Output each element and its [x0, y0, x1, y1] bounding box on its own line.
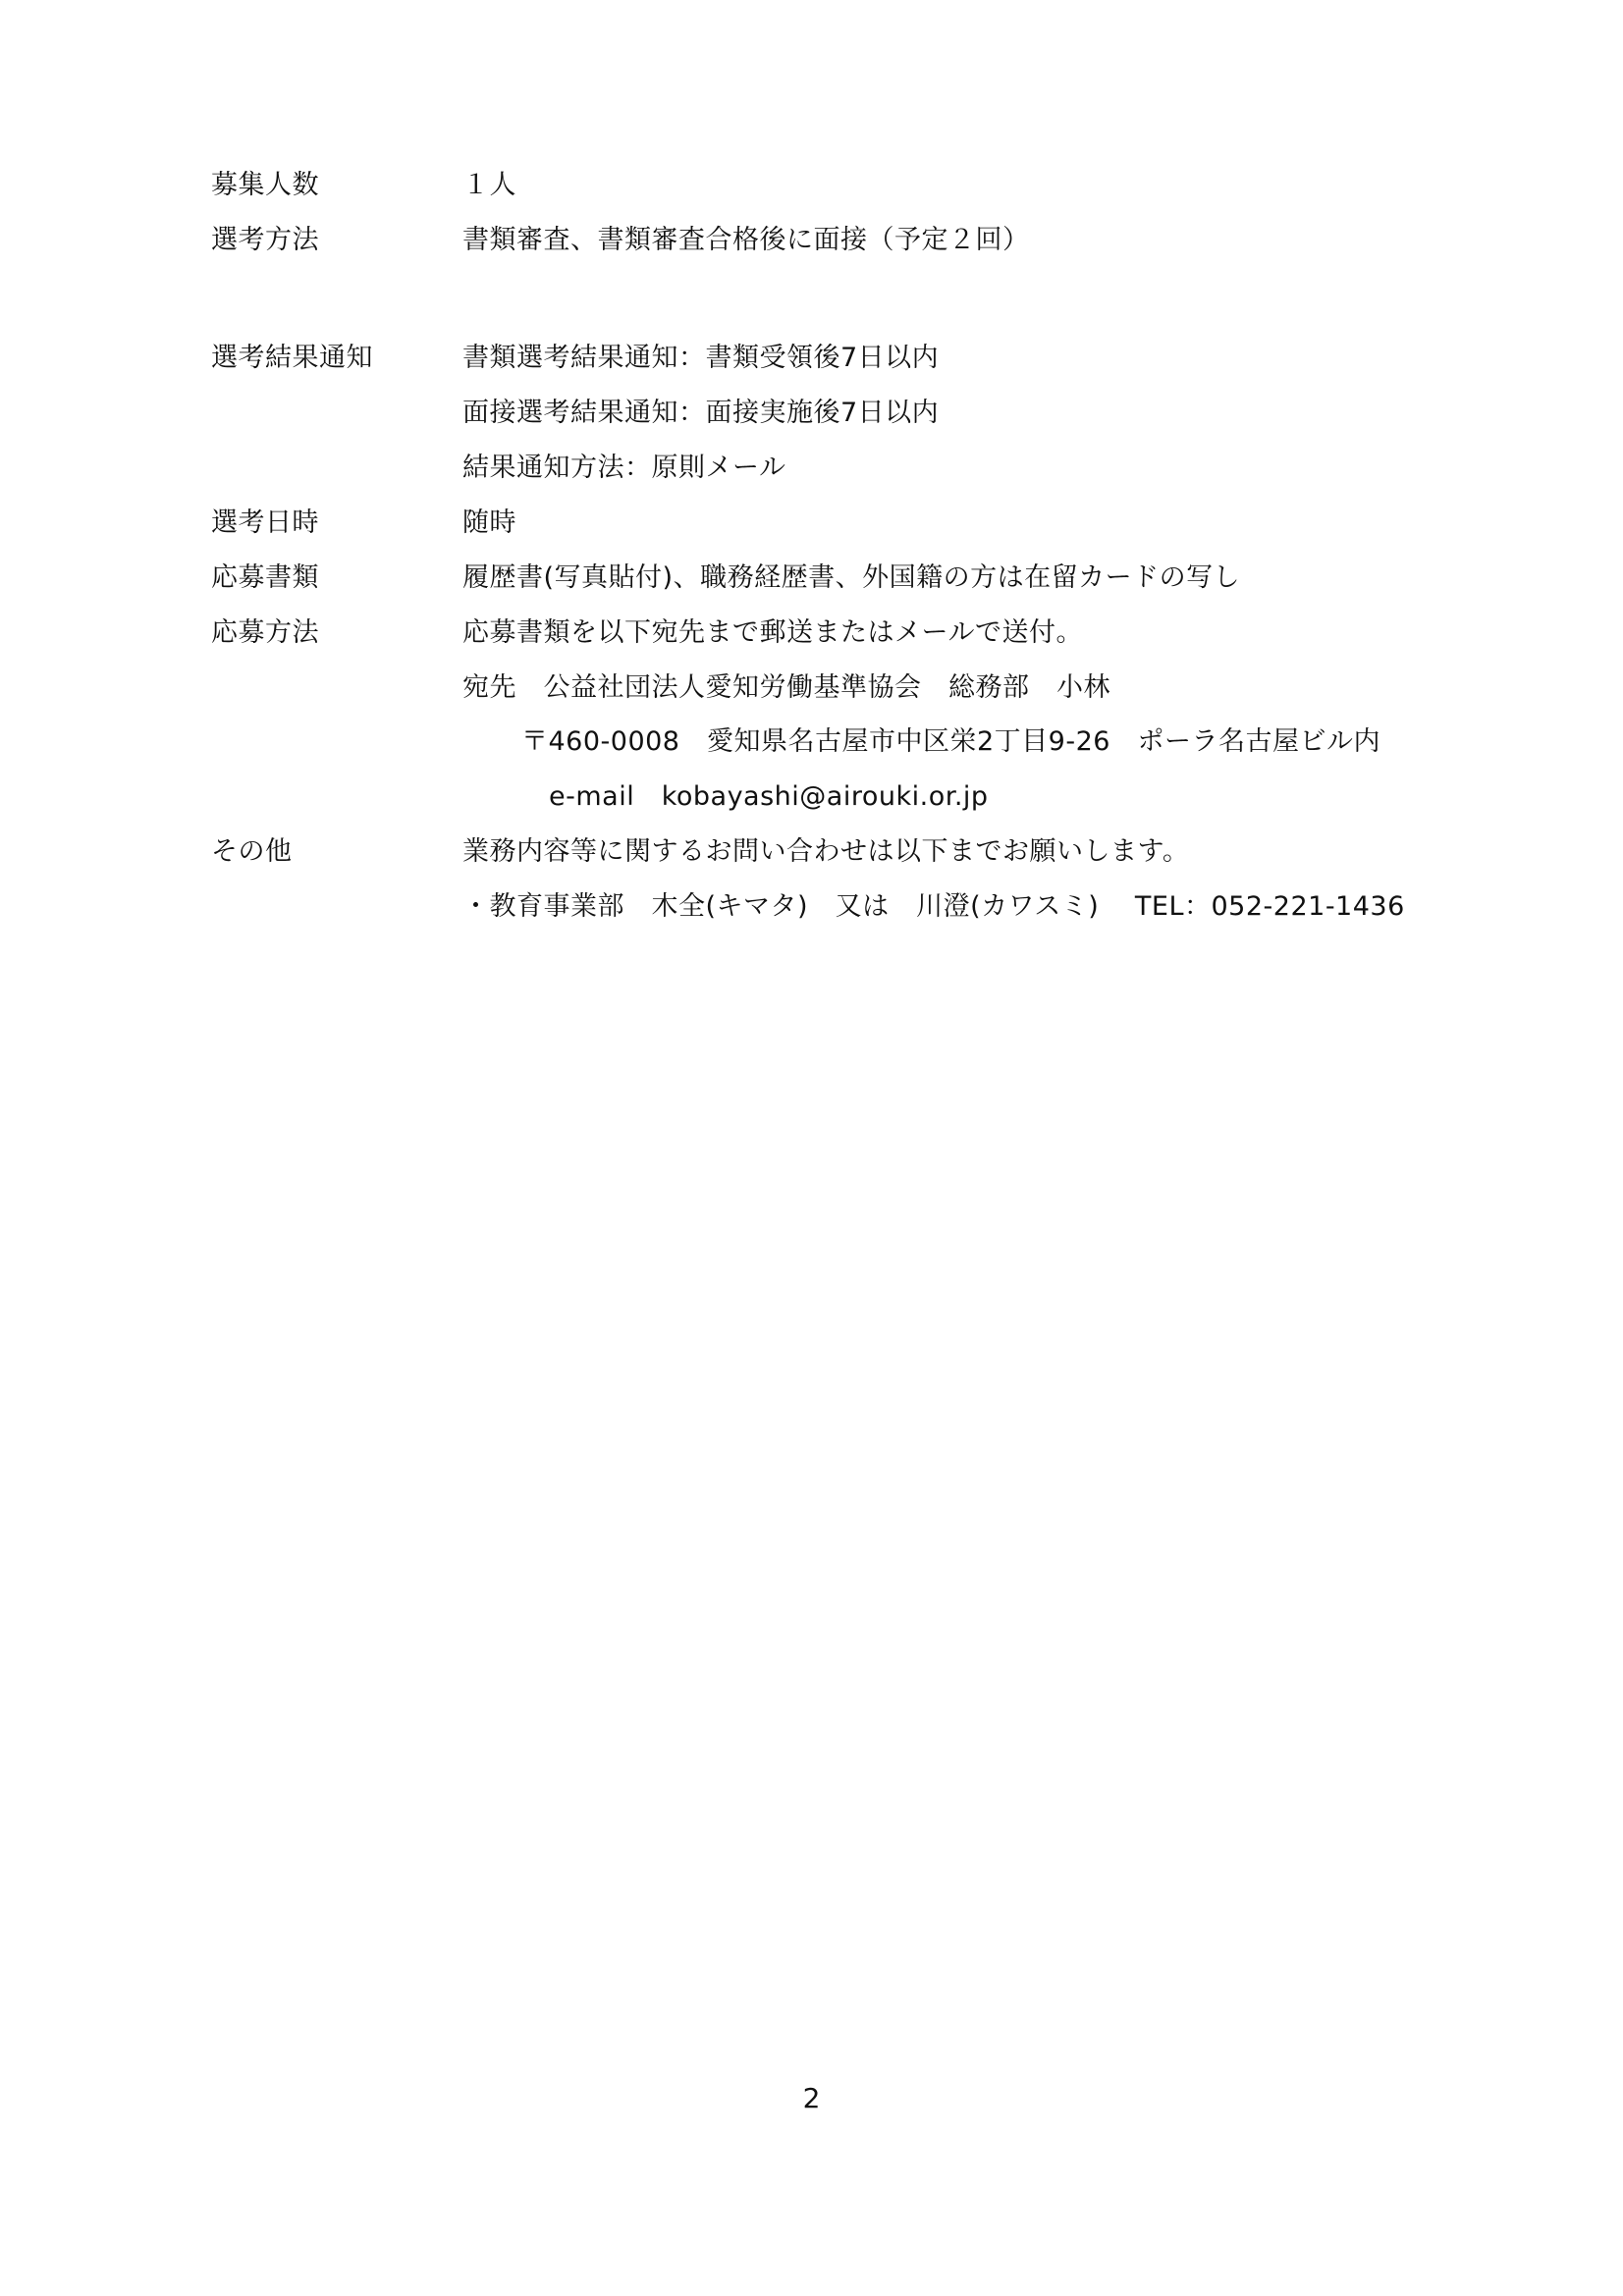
value-address-recipient: 宛先 公益社団法人愛知労働基準協会 総務部 小林	[462, 672, 1110, 703]
value-result-notice-document: 書類選考結果通知：書類受領後7日以内	[462, 343, 940, 373]
value-application-method: 応募書類を以下宛先まで郵送またはメールで送付。	[462, 617, 1083, 648]
value-result-notice-interview: 面接選考結果通知：面接実施後7日以内	[462, 398, 940, 428]
label-recruit-count: 募集人数	[211, 170, 319, 200]
value-result-notice-method: 結果通知方法：原則メール	[462, 453, 786, 483]
value-inquiry-contact: ・教育事業部 木全(キマタ) 又は 川澄(カワスミ) TEL：052-221-1436	[462, 891, 1405, 922]
label-application-method: 応募方法	[211, 617, 319, 648]
value-email: e-mail kobayashi@airouki.or.jp	[549, 781, 989, 812]
value-selection-method: 書類審査、書類審査合格後に面接（予定２回）	[462, 225, 1030, 255]
value-application-documents: 履歴書(写真貼付)、職務経歴書、外国籍の方は在留カードの写し	[462, 562, 1241, 593]
label-other: その他	[211, 836, 293, 867]
value-inquiry-note: 業務内容等に関するお問い合わせは以下までお願いします。	[462, 836, 1190, 867]
label-selection-date: 選考日時	[211, 507, 319, 538]
value-postal-address: 〒460-0008 愛知県名古屋市中区栄2丁目9-26 ポーラ名古屋ビル内	[521, 726, 1380, 757]
label-result-notice: 選考結果通知	[211, 343, 373, 373]
label-selection-method: 選考方法	[211, 225, 319, 255]
label-application-documents: 応募書類	[211, 562, 319, 593]
value-recruit-count: １人	[462, 170, 516, 200]
page-number: 2	[802, 2082, 821, 2114]
value-selection-date: 随時	[462, 507, 516, 538]
